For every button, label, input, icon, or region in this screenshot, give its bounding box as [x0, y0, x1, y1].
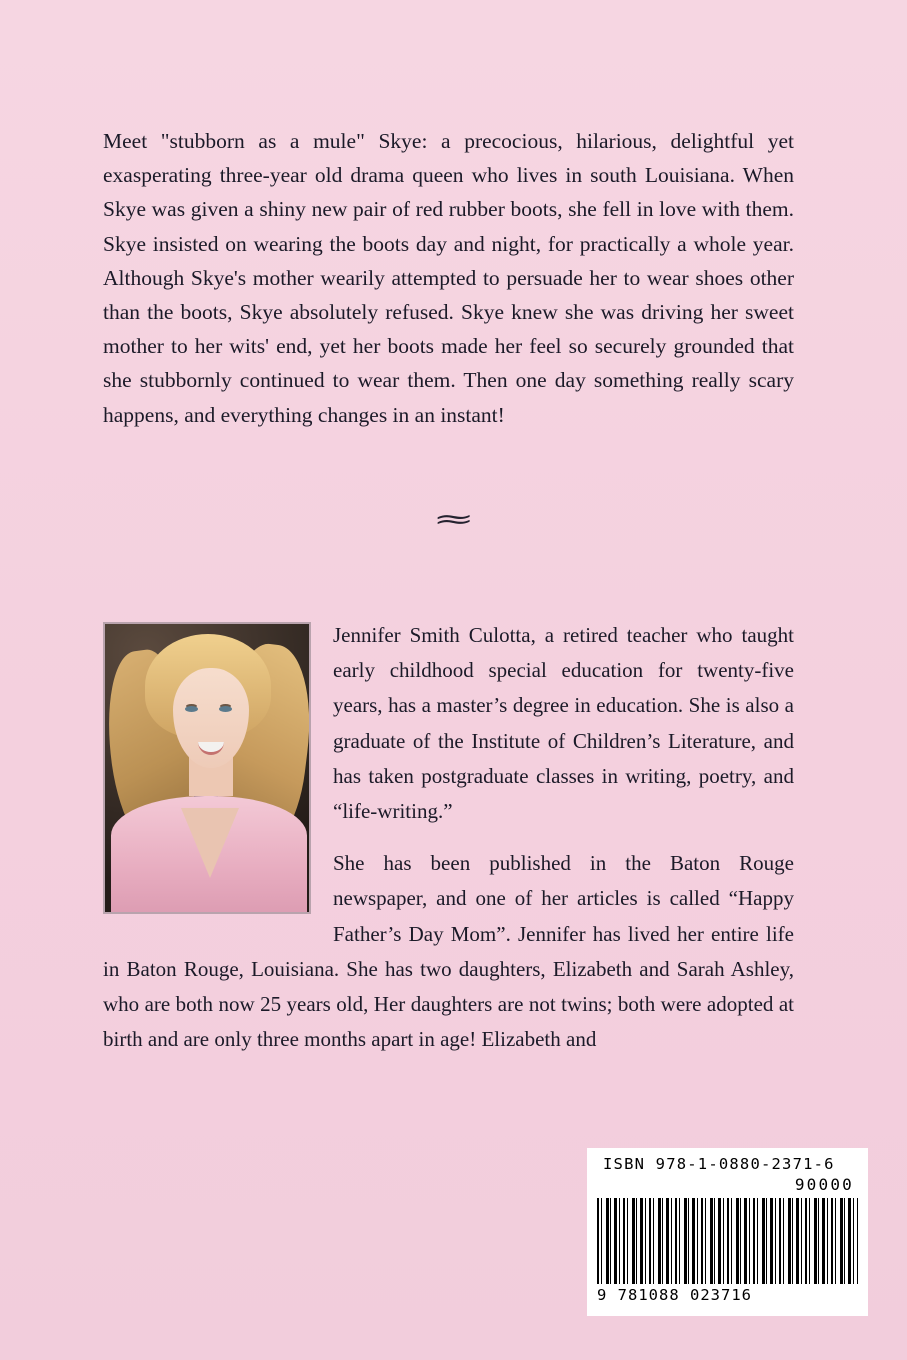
author-bio-paragraph-1: Jennifer Smith Culotta, a retired teacher who taught early childhood special education for twenty-five years, has a master’s degree in education. She is also a graduate of the Institute of Children’s Literature, and has taken postgraduate classes in writing, poetry, and “life-writing.” — [333, 623, 794, 824]
author-bio-paragraph-2: She has been published in the Baton Rouge newspaper, and one of her articles is called “Happy Father’s Day Mom”. Jennifer has lived her entire life in Baton Rouge, Louisiana. She has two daughters, Elizabeth and Sarah Ashley, who are both now 25 years old, Her daughters are not twins; both were adopted at birth and are only three months apart in age! Elizabeth and — [103, 851, 794, 1052]
ornament-glyph: ≈ — [432, 504, 475, 535]
eye-right — [219, 706, 232, 712]
barcode-digits: 9 781088 023716 — [597, 1286, 752, 1304]
isbn-text: ISBN 978-1-0880-2371-6 — [603, 1155, 835, 1173]
eye-left — [185, 706, 198, 712]
author-photo — [103, 622, 311, 914]
book-description: Meet "stubborn as a mule" Skye: a precocious, hilarious, delightful yet exasperating three-year old drama queen who lives in south Louisiana. When Skye was given a shiny new pair of red rubber boots, she fell in love with them. Skye insisted on wearing the boots day and night, for practically a whole year. Although Skye's mother wearily attempted to persuade her to wear shoes other than the boots, Skye absolutely refused. Skye knew she was driving her sweet mother to her wits' end, yet her boots made her feel so securely grounded that she stubbornly continued to wear them. Then one day something really scary happens, and everything changes in an instant! — [103, 129, 794, 427]
price-code-text: 90000 — [794, 1175, 854, 1194]
ornament-divider — [0, 505, 907, 535]
barcode-bars — [597, 1198, 858, 1284]
barcode-block — [587, 1148, 868, 1316]
author-section — [103, 618, 794, 1057]
